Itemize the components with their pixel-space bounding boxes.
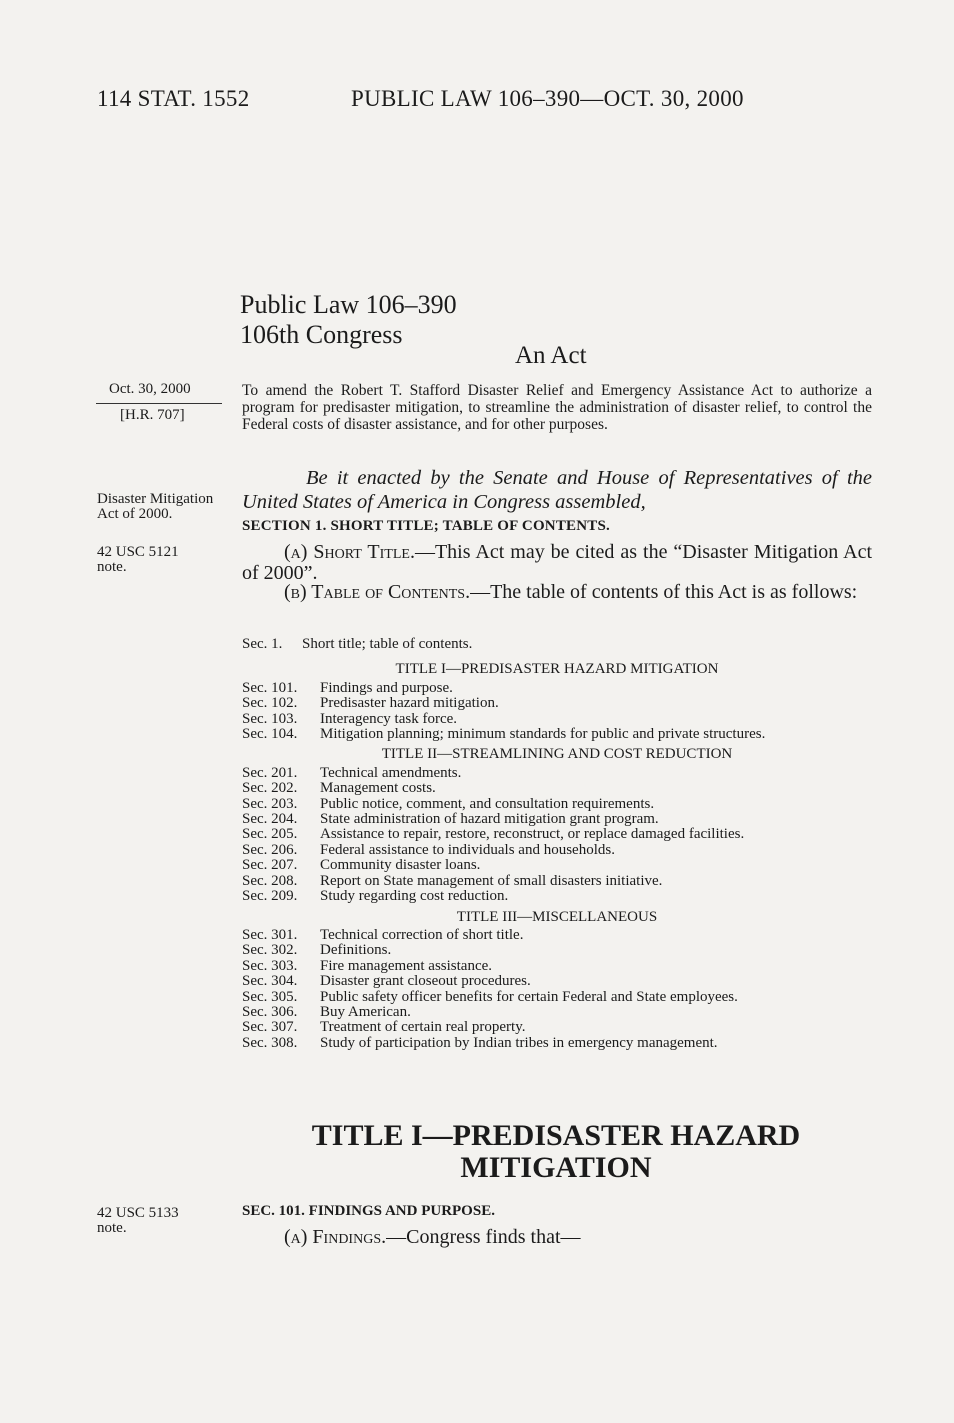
toc-row [242, 1036, 872, 1051]
usc-cite: 42 USC 5133 [97, 1205, 179, 1221]
toc-row [242, 681, 872, 696]
toc-sec-title: Buy American. [320, 1003, 411, 1020]
act-purpose: To amend the Robert T. Stafford Disaster Relief and Emergency Assistance Act to authorize a program for predisaster mitigation, to streamline the administration of disaster relief, to control the Federal costs of disaster assistance, and for other purposes. [242, 382, 872, 433]
toc-sec-num: Sec. 308. [242, 1034, 298, 1051]
public-law-number: Public Law 106–390 [240, 290, 457, 319]
toc-row [242, 928, 872, 943]
enacting-clause [242, 466, 872, 514]
toc-sec-title: Interagency task force. [320, 710, 458, 727]
toc-label: (b) Table of Contents. [284, 581, 471, 603]
toc-row [242, 943, 872, 958]
margin-date: Oct. 30, 2000 [109, 381, 191, 397]
toc-sec-title: Short title; table of contents. [302, 636, 473, 652]
findings-text: —Congress finds that— [386, 1226, 581, 1248]
toc-text: —The table of contents of this Act is as follows: [470, 581, 858, 603]
toc-sec-num: Sec. 102. [242, 695, 298, 712]
toc-row [242, 1020, 872, 1035]
toc-row [242, 974, 872, 989]
toc-row [242, 959, 872, 974]
short-title-text: —This Act may be cited as the “Disaster Mitigation Act of 2000”. [242, 541, 873, 584]
law-title-block [240, 290, 457, 350]
toc-row [242, 827, 872, 842]
table-of-contents [242, 637, 872, 1051]
toc-sec-title: Management costs. [320, 780, 436, 797]
toc-title-2: TITLE II—STREAMLINING AND COST REDUCTION [381, 746, 733, 763]
findings-label: (a) Findings. [284, 1226, 387, 1248]
section-101-heading: SEC. 101. FINDINGS AND PURPOSE. [242, 1203, 495, 1219]
short-title-paragraph [242, 542, 872, 584]
toc-sec-num: Sec. 203. [242, 795, 298, 812]
toc-sec-num: Sec. 205. [242, 826, 298, 843]
toc-sec-title: Disaster grant closeout procedures. [320, 973, 531, 990]
toc-sec-num: Sec. 301. [242, 926, 298, 943]
toc-row [242, 874, 872, 889]
toc-sec-title: Mitigation planning; minimum standards for public and private structures. [320, 726, 766, 743]
toc-sec-num: Sec. 303. [242, 957, 298, 974]
toc-row [242, 1005, 872, 1020]
margin-rule [96, 403, 222, 404]
toc-sec-title: Study regarding cost reduction. [320, 888, 509, 905]
toc-sec-num: Sec. 306. [242, 1003, 298, 1020]
toc-row [242, 781, 872, 796]
title-one-line-1: TITLE I—PREDISASTER HAZARD [311, 1119, 801, 1152]
usc-note: note. [97, 1220, 127, 1236]
toc-sec-num: Sec. 208. [242, 872, 298, 889]
toc-sec-title: Definitions. [320, 942, 392, 959]
toc-sec-num: Sec. 204. [242, 811, 298, 828]
short-title-label: (a) Short Title. [284, 541, 415, 563]
toc-row [242, 766, 872, 781]
toc-sec-title: Assistance to repair, restore, reconstruct, or replace damaged facilities. [320, 826, 745, 843]
margin-usc-citation-2 [97, 1206, 227, 1236]
toc-row [242, 712, 872, 727]
title-one-heading [242, 1120, 870, 1184]
toc-row [242, 990, 872, 1005]
toc-title-3: TITLE III—MISCELLANEOUS [456, 908, 658, 925]
toc-sec-title: Federal assistance to individuals and households. [320, 841, 615, 858]
toc-paragraph [242, 582, 872, 603]
toc-sec-title: Technical amendments. [320, 764, 462, 781]
toc-sec-title: Community disaster loans. [320, 857, 481, 874]
congress-number: 106th Congress [240, 320, 403, 349]
section-1-heading: SECTION 1. SHORT TITLE; TABLE OF CONTENTS. [242, 518, 610, 534]
toc-row [242, 797, 872, 812]
toc-row [242, 637, 872, 652]
toc-sec-num: Sec. 302. [242, 942, 298, 959]
toc-sec-num: Sec. 207. [242, 857, 298, 874]
toc-sec-title: Treatment of certain real property. [320, 1019, 526, 1036]
toc-sec-title: Study of participation by Indian tribes in emergency management. [320, 1034, 718, 1051]
toc-row [242, 696, 872, 711]
toc-sec-num: Sec. 209. [242, 888, 298, 905]
toc-sec-title: Technical correction of short title. [320, 926, 524, 943]
public-law-date: PUBLIC LAW 106–390—OCT. 30, 2000 [351, 86, 744, 111]
toc-row [242, 727, 872, 742]
toc-row [242, 843, 872, 858]
toc-sec-num: Sec. 1. [242, 636, 283, 652]
findings-paragraph [242, 1226, 581, 1249]
toc-sec-num: Sec. 304. [242, 973, 298, 990]
toc-row [242, 889, 872, 904]
toc-row [242, 858, 872, 873]
toc-sec-title: State administration of hazard mitigation grant program. [320, 811, 659, 828]
margin-short-title: Disaster Mitigation Act of 2000. [97, 491, 214, 522]
toc-sec-num: Sec. 104. [242, 726, 298, 743]
title-one-line-2: MITIGATION [460, 1151, 652, 1184]
toc-sec-num: Sec. 103. [242, 710, 298, 727]
margin-usc-citation-1 [97, 545, 227, 575]
toc-sec-num: Sec. 202. [242, 780, 298, 797]
page-header [97, 86, 744, 112]
stat-page-number: 114 STAT. 1552 [97, 86, 250, 111]
toc-sec-title: Public notice, comment, and consultation requirements. [320, 795, 655, 812]
toc-sec-num: Sec. 201. [242, 764, 298, 781]
toc-sec-num: Sec. 307. [242, 1019, 298, 1036]
toc-sec-title: Public safety officer benefits for certain Federal and State employees. [320, 988, 738, 1005]
toc-sec-num: Sec. 305. [242, 988, 298, 1005]
toc-sec-title: Fire management assistance. [320, 957, 493, 974]
toc-sec-title: Findings and purpose. [320, 679, 453, 696]
toc-sec-num: Sec. 101. [242, 679, 298, 696]
toc-sec-title: Predisaster hazard mitigation. [320, 695, 499, 712]
an-act-heading: An Act [515, 342, 587, 369]
enacting-text: Be it enacted by the Senate and House of Representatives of the United States of America in Congress assembled, [242, 467, 872, 513]
usc-note: note. [97, 559, 127, 575]
toc-sec-title: Report on State management of small disasters initiative. [320, 872, 663, 889]
toc-title-1: TITLE I—PREDISASTER HAZARD MITIGATION [395, 661, 719, 678]
margin-bill-number: [H.R. 707] [120, 407, 185, 423]
toc-sec-num: Sec. 206. [242, 841, 298, 858]
usc-cite: 42 USC 5121 [97, 544, 179, 560]
toc-row [242, 812, 872, 827]
